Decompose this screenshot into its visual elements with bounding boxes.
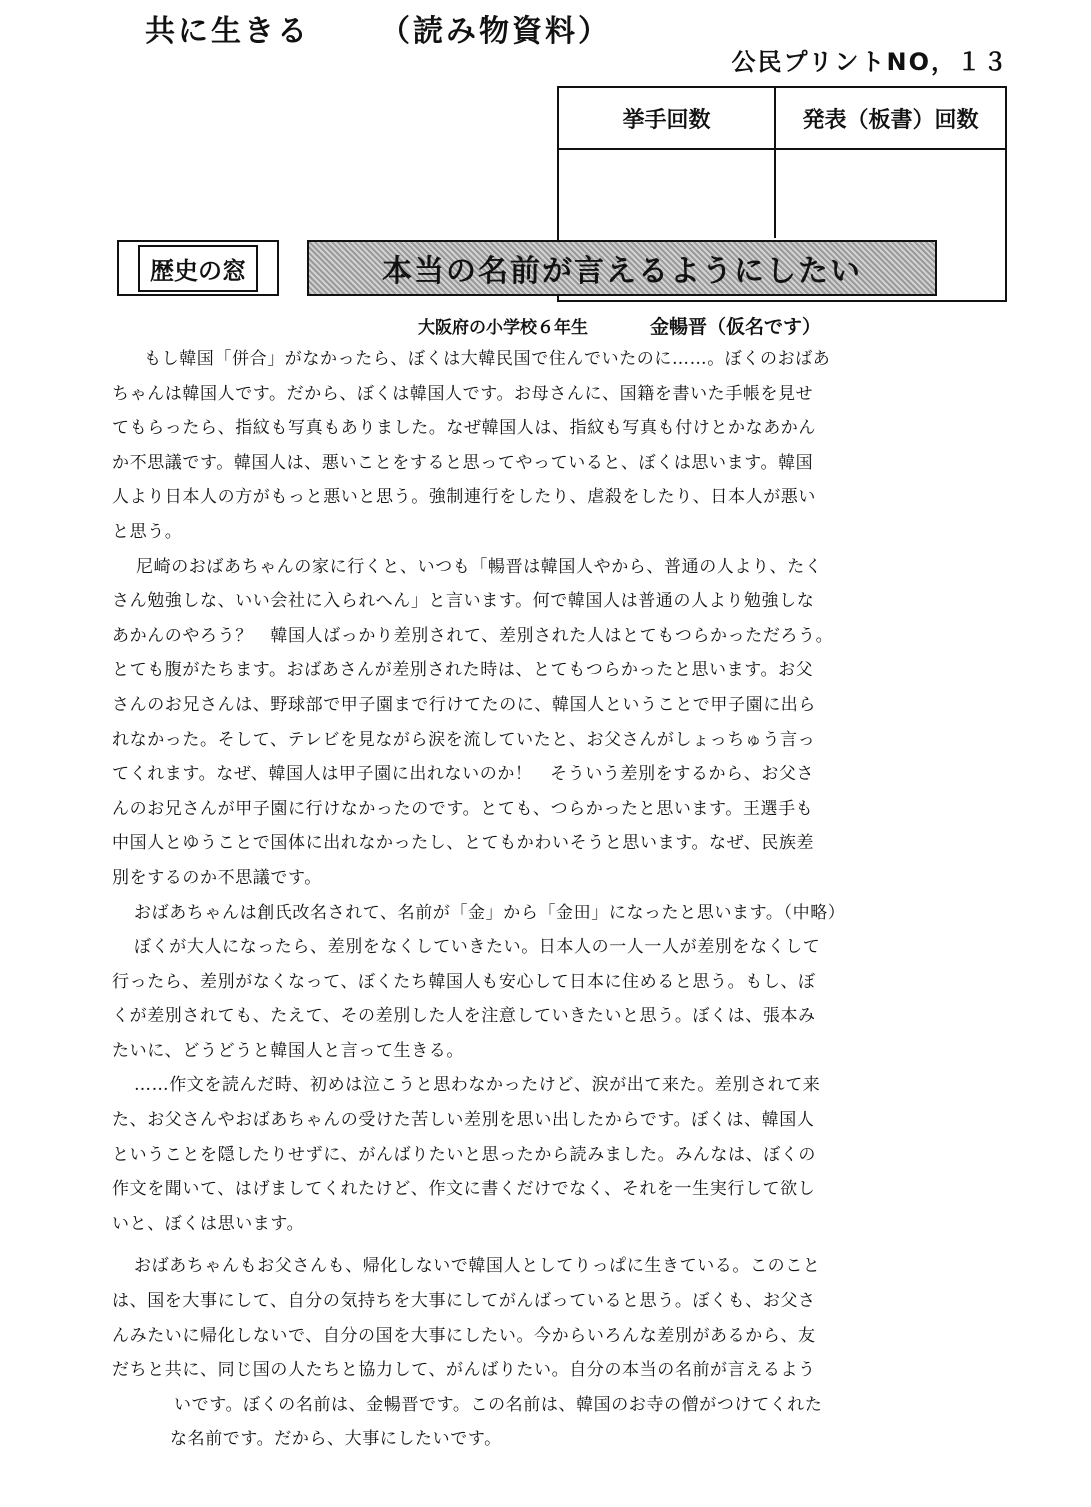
- essay-line: おばあちゃんもお父さんも、帰化しないで韓国人としてりっぱに生きている。このこと: [134, 1256, 821, 1277]
- byline: [418, 312, 821, 339]
- author-name: 金暢晋（仮名です）: [650, 316, 822, 338]
- essay-line: な名前です。だから、大事にしたいです。: [170, 1429, 502, 1450]
- essay-line: んみたいに帰化しないで、自分の国を大事にしたい。今からいろんな差別があるから、友: [112, 1325, 816, 1346]
- title-subtitle: （読み物資料）: [380, 14, 611, 49]
- document-title: [145, 6, 611, 50]
- essay-line: か不思議です。韓国人は、悪いことをすると思ってやっていると、ぼくは思います。韓国: [112, 452, 814, 473]
- essay-line: た、お父さんやおばあちゃんの受けた苦しい差別を思い出したからです。ぼくは、韓国人: [112, 1110, 815, 1131]
- essay-line: とても腹がたちます。おばあさんが差別された時は、とてもつらかったと思います。お父: [112, 660, 814, 681]
- essay-line: 人より日本人の方がもっと悪いと思う。強制連行をしたり、虐殺をしたり、日本人が悪い: [112, 487, 816, 508]
- essay-line: あかんのやろう？ 韓国人ばっかり差別されて、差別された人はとてもつらかっただろう。: [112, 625, 834, 646]
- essay-line: くが差別されても、たえて、その差別した人を注意していきたいと思う。ぼくは、張本み: [112, 1006, 816, 1027]
- print-number: 公民プリントNO，１３: [731, 48, 1009, 76]
- essay-line: てもらったら、指紋も写真もありました。なぜ韓国人は、指紋も写真も付けとかなあかん: [112, 418, 816, 439]
- title-text: 共に生きる: [145, 14, 310, 49]
- section-label: 歴史の窓: [138, 245, 258, 292]
- essay-line: だちと共に、同じ国の人たちと協力して、がんばりたい。自分の本当の名前が言えるよう: [112, 1360, 816, 1381]
- essay-line: は、国を大事にして、自分の気持ちを大事にしてがんばっていると思う。ぼくも、お父さ: [112, 1291, 816, 1312]
- presentation-count-header: 発表（板書）回数: [776, 88, 1005, 150]
- headline-banner: [307, 240, 937, 296]
- essay-line: 中国人とゆうことで国体に出れなかったし、とてもかわいそうと思います。なぜ、民族差: [112, 833, 815, 854]
- essay-line: てくれます。なぜ、韓国人は甲子園に出れないのか！ そういう差別をするから、お父さ: [112, 764, 815, 785]
- essay-line: さんのお兄さんは、野球部で甲子園まで行けてたのに、韓国人ということで甲子園に出ら: [112, 694, 816, 715]
- essay-line: たいに、どうどうと韓国人と言って生きる。: [112, 1040, 464, 1061]
- school-grade: 大阪府の小学校６年生: [418, 318, 588, 338]
- essay-line: ……作文を読んだ時、初めは泣こうと思わなかったけど、涙が出て来た。差別されて来: [134, 1075, 821, 1096]
- raise-hand-count-header: 挙手回数: [559, 88, 776, 150]
- essay-line: さん勉強しな、いい会社に入られへん」と言います。何で韓国人は普通の人より勉強しな: [112, 591, 815, 612]
- essay-line: もし韓国「併合」がなかったら、ぼくは大韓民国で住んでいたのに……。ぼくのおばあ: [144, 349, 831, 369]
- essay-line: ちゃんは韓国人です。だから、ぼくは韓国人です。お母さんに、国籍を書いた手帳を見せ: [112, 383, 814, 404]
- headline-text: 本当の名前が言えるようにしたい: [382, 254, 862, 289]
- essay-line: 作文を聞いて、はげましてくれたけど、作文に書くだけでなく、それを一生実行して欲し: [112, 1179, 816, 1200]
- essay-line: 別をするのか不思議です。: [112, 867, 322, 888]
- essay-line: いと、ぼくは思います。: [112, 1213, 305, 1234]
- essay-line: と思う。: [112, 521, 183, 542]
- essay-line: いです。ぼくの名前は、金暢晋です。この名前は、韓国のお寺の僧がつけてくれた: [174, 1394, 823, 1415]
- section-label-box: [117, 240, 279, 296]
- essay-line: 尼崎のおばあちゃんの家に行くと、いつも「暢晋は韓国人やから、普通の人より、たく: [136, 556, 823, 577]
- essay-line: 行ったら、差別がなくなって、ぼくたち韓国人も安心して日本に住めると思う。もし、ぼ: [112, 971, 816, 992]
- essay-line: んのお兄さんが甲子園に行けなかったのです。とても、つらかったと思います。王選手も: [112, 798, 814, 819]
- essay-line: おばあちゃんは創氏改名されて、名前が「金」から「金田」になったと思います。（中略）: [134, 902, 846, 923]
- essay-line: ぼくが大人になったら、差別をなくしていきたい。日本人の一人一人が差別をなくして: [134, 937, 821, 958]
- essay-body: [112, 342, 942, 1457]
- essay-line: れなかった。そして、テレビを見ながら涙を流していたと、お父さんがしょっちゅう言っ: [112, 729, 816, 750]
- table-divider: [774, 148, 776, 238]
- essay-line: ということを隠したりせずに、がんばりたいと思ったから読みました。みんなは、ぼくの: [112, 1144, 816, 1165]
